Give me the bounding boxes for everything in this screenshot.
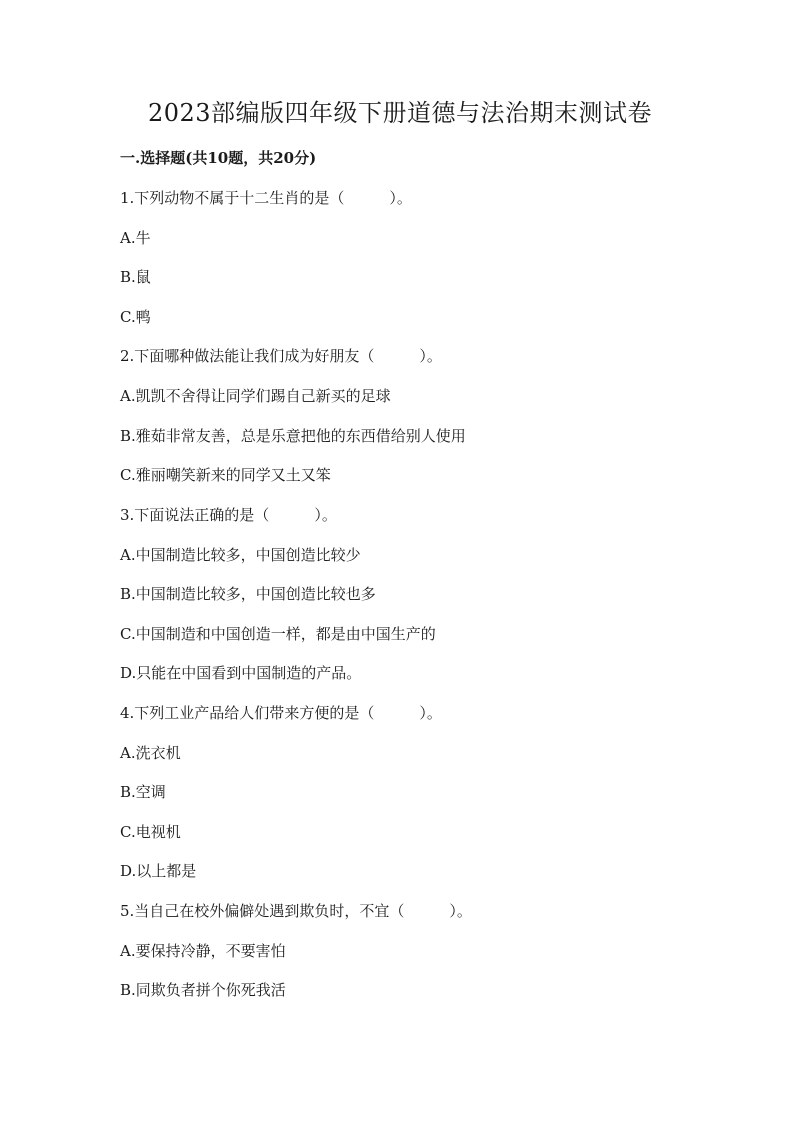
question-2-option-a: A.凯凯不舍得让同学们踢自己新买的足球 [120, 387, 391, 405]
question-1-option-c: C.鸭 [120, 308, 151, 326]
question-3-option-c: C.中国制造和中国创造一样，都是由中国生产的 [120, 625, 436, 643]
question-2-stem: 2.下面哪种做法能让我们成为好朋友（ ）。 [120, 347, 442, 365]
document-title: 2023部编版四年级下册道德与法治期末测试卷 [147, 99, 653, 127]
question-2-option-c: C.雅丽嘲笑新来的同学又土又笨 [120, 466, 331, 484]
question-1-stem: 1.下列动物不属于十二生肖的是（ ）。 [120, 189, 412, 207]
question-1-option-a: A.牛 [120, 229, 151, 247]
question-3-option-d: D.只能在中国看到中国制造的产品。 [120, 664, 362, 682]
question-1-option-b: B.鼠 [120, 268, 151, 286]
question-5-option-b: B.同欺负者拼个你死我活 [120, 981, 286, 999]
question-4-option-a: A.洗衣机 [120, 744, 181, 762]
section-heading: 一.选择题(共10题，共20分) [120, 149, 317, 167]
question-5-stem: 5.当自己在校外偏僻处遇到欺负时，不宜（ ）。 [120, 902, 472, 920]
question-3-option-a: A.中国制造比较多，中国创造比较少 [120, 546, 361, 564]
question-5-option-a: A.要保持冷静，不要害怕 [120, 942, 286, 960]
question-4-option-d: D.以上都是 [120, 862, 197, 880]
question-3-option-b: B.中国制造比较多，中国创造比较也多 [120, 585, 376, 603]
question-4-option-c: C.电视机 [120, 823, 181, 841]
question-3-stem: 3.下面说法正确的是（ ）。 [120, 506, 337, 524]
question-4-stem: 4.下列工业产品给人们带来方便的是（ ）。 [120, 704, 442, 722]
question-4-option-b: B.空调 [120, 783, 166, 801]
question-2-option-b: B.雅茹非常友善，总是乐意把他的东西借给别人使用 [120, 427, 466, 445]
